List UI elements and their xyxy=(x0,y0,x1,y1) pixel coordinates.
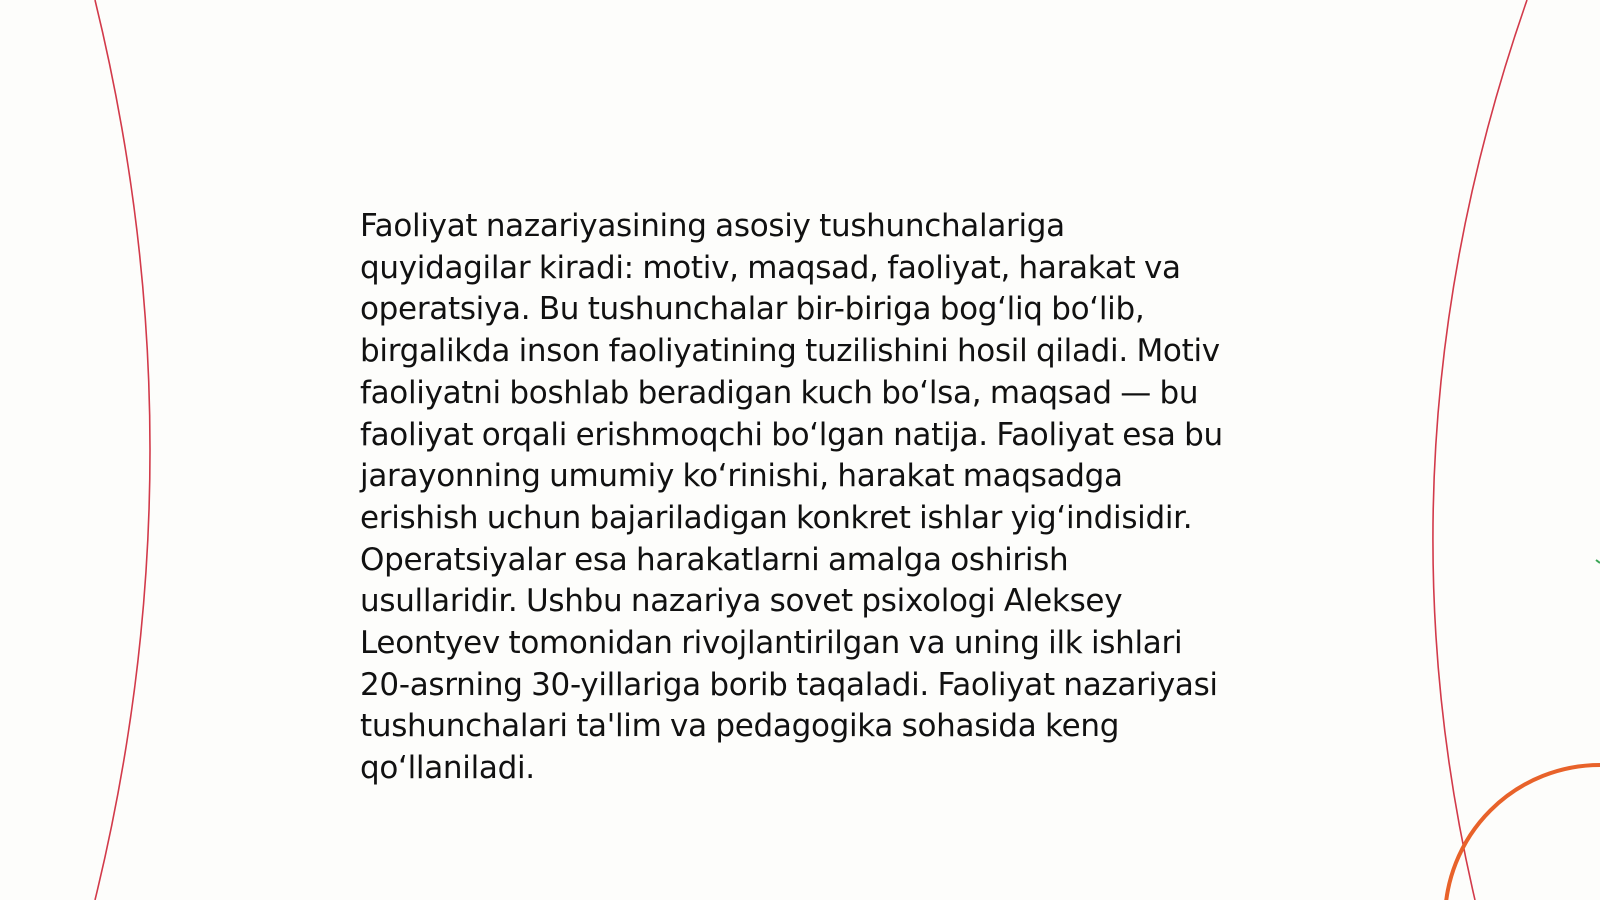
green-accent-mark xyxy=(1596,560,1600,563)
orange-arc xyxy=(1445,765,1600,900)
body-text: Faoliyat nazariyasining asosiy tushunchalariga quyidagilar kiradi: motiv, maqsad, faoliyat, harakat va operatsiya. Bu tushunchalar bir-biriga bog‘liq bo‘lib, birgalikda inson faoliyatining tuzilishini hosil qiladi. Motiv faoliyatni boshlab beradigan kuch bo‘lsa, maqsad — bu faoliyat orqali erishmoqchi bo‘lgan natija. Faoliyat esa bu jarayonning umumiy ko‘rinishi, harakat maqsadga erishish uchun bajariladigan konkret ishlar yig‘indisidir. Operatsiyalar esa harakatlarni amalga oshirish usullaridir. Ushbu nazariya sovet psixologi Aleksey Leontyev tomonidan rivojlantirilgan va uning ilk ishlari 20-asrning 30-yillariga borib taqaladi. Faoliyat nazariyasi tushunchalari ta'lim va pedagogika sohasida keng qo‘llaniladi. xyxy=(360,208,1223,787)
right-curve-line xyxy=(1433,0,1527,900)
left-curve-line xyxy=(95,0,150,900)
